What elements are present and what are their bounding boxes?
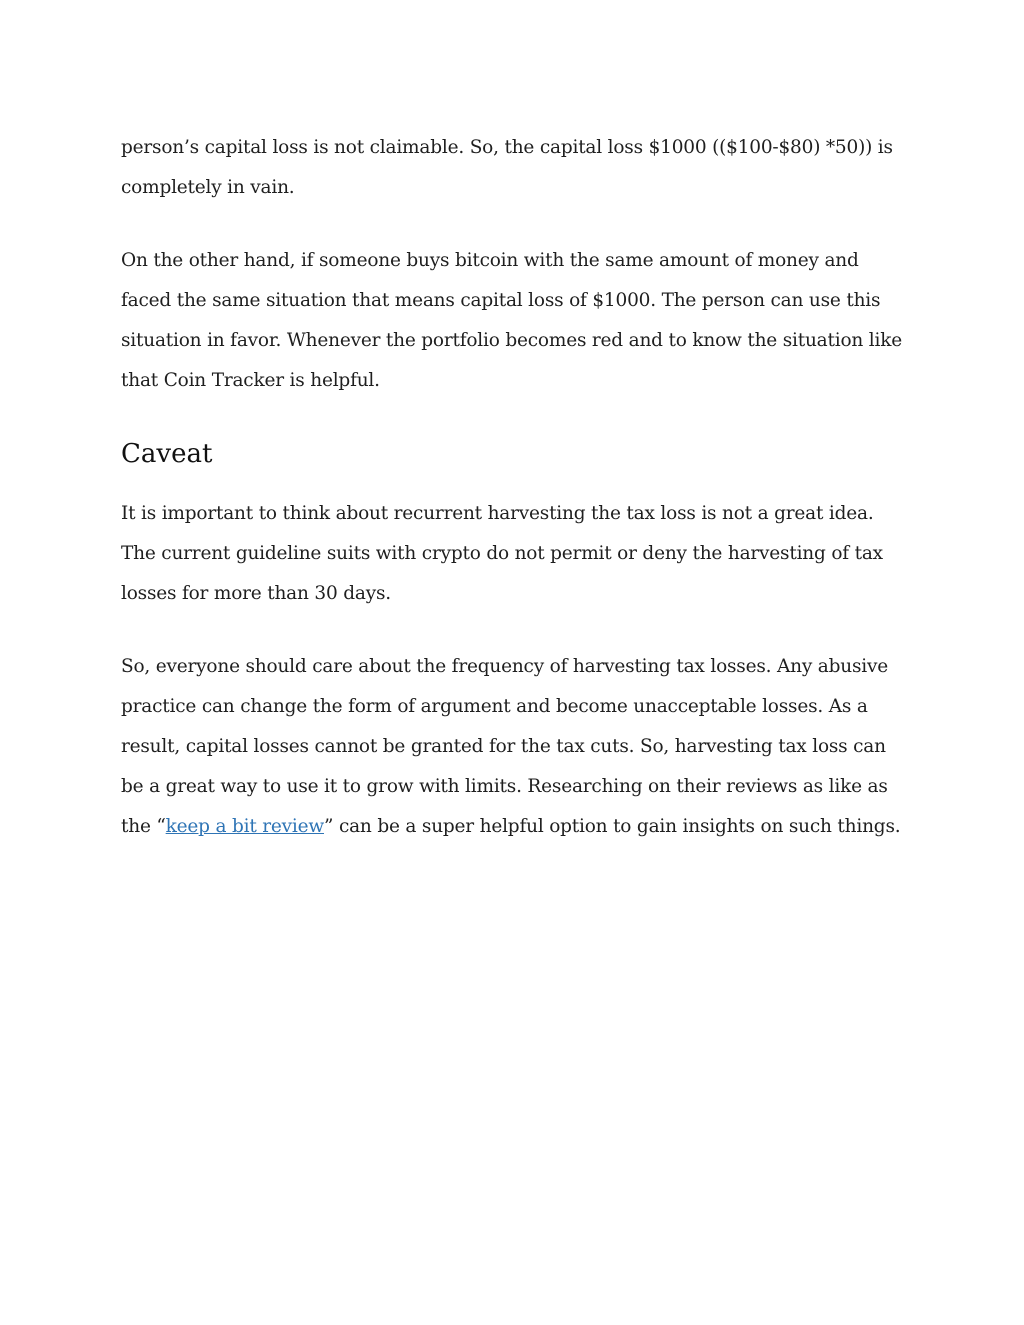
paragraph-frequency-text: So, everyone should care about the frequency of harvesting tax losses. Any abusive practice can change the form of argument and become unacceptable losses. As a result, capital losses cannot be granted for the tax cuts. So, harvesting tax loss can be a great way to use it to grow with limits. Researching on their reviews as like as the “ (121, 656, 888, 837)
paragraph-recurrent-harvesting: It is important to think about recurrent harvesting the tax loss is not a great idea. The current guideline suits with crypto do not permit or deny the harvesting of tax losses for more than 30 days. (121, 503, 883, 604)
paragraph-bitcoin: On the other hand, if someone buys bitcoin with the same amount of money and faced the same situation that means capital loss of $1000. The person can use this situation in favor. Whenever the portfolio becomes red and to know the situation like that Coin Tracker is helpful. (121, 250, 902, 391)
paragraph-capital-loss: person’s capital loss is not claimable. So, the capital loss $1000 (($100-$80) *50)) is completely in vain. (121, 137, 893, 198)
keep-a-bit-review-link[interactable]: keep a bit review (165, 816, 324, 837)
document-page (121, 128, 911, 880)
paragraph-frequency (121, 647, 911, 847)
section-heading: Caveat (121, 439, 213, 469)
paragraph-frequency-tail: ” can be a super helpful option to gain insights on such things. (324, 816, 901, 837)
